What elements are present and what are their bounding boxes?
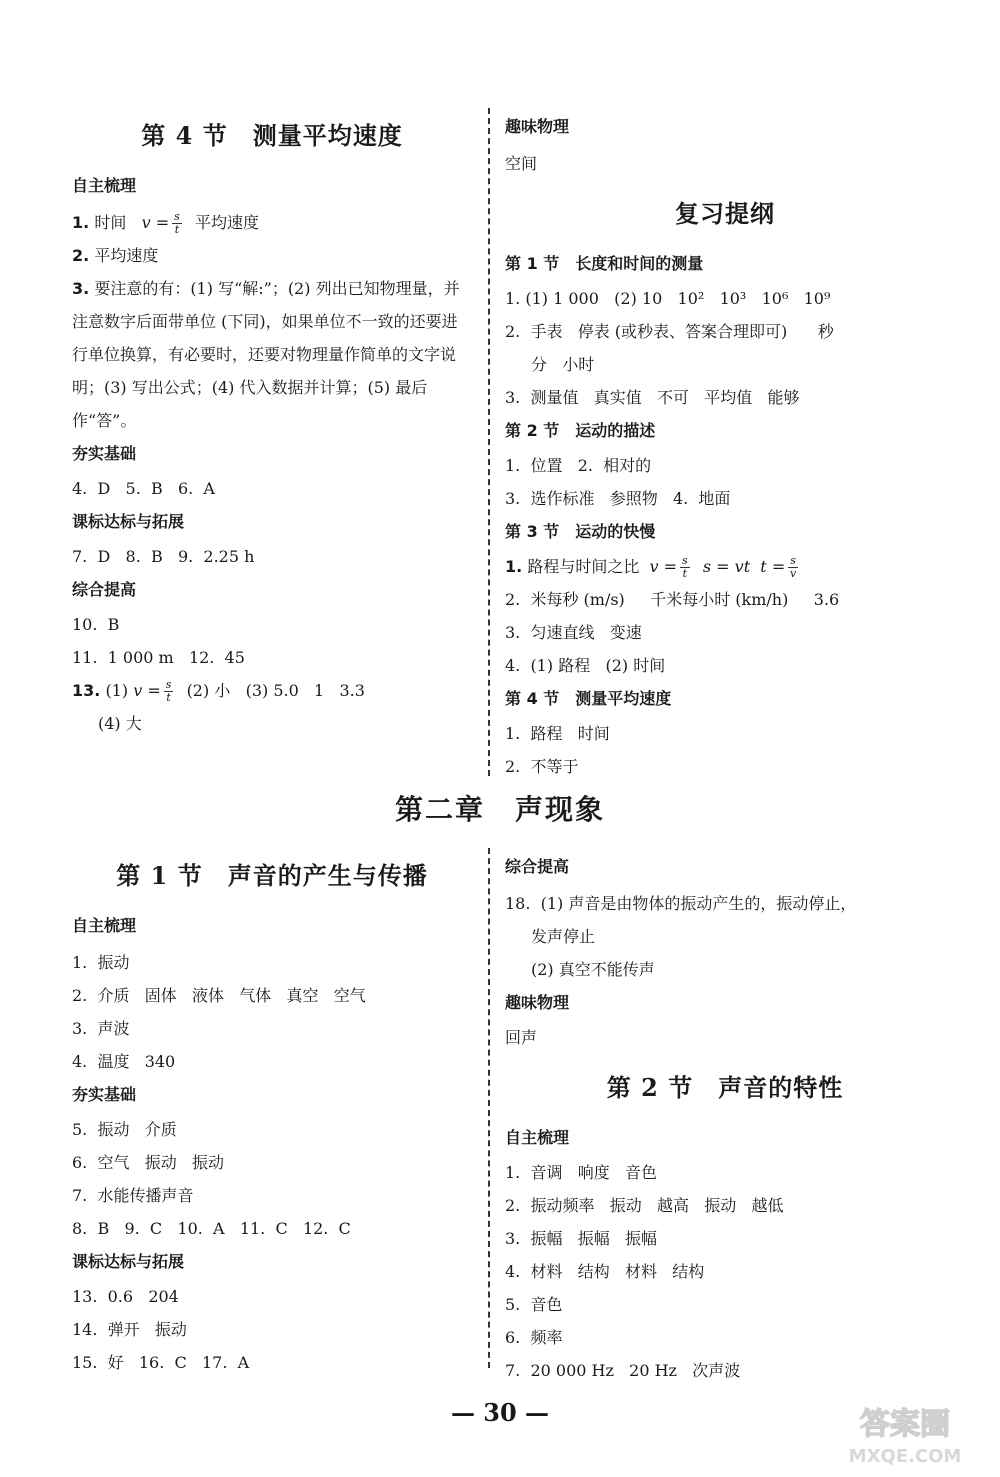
answer-row: 3. 选作标准 参照物 4. 地面 [505, 489, 731, 508]
answer-row: 6. 空气 振动 振动 [72, 1153, 224, 1172]
watermark-logo [830, 1394, 980, 1469]
heading-self-review: 自主梳理 [72, 916, 137, 935]
answer-row: 7. 20 000 Hz 20 Hz 次声波 [505, 1361, 741, 1380]
answer-row: (2) 真空不能传声 [531, 960, 655, 979]
answer-row: 4. 温度 340 [72, 1052, 176, 1071]
heading-comprehensive: 综合提高 [505, 857, 570, 876]
outline-title: 复习提纲 [675, 199, 775, 228]
answer-row: 7. 水能传播声音 [72, 1186, 194, 1205]
outline-section-2: 第 2 节 运动的描述 [505, 421, 656, 440]
answer-row: 3. 匀速直线 变速 [505, 623, 642, 642]
answer-13: 13. (1) v = $\frac{s}{t}$ (2) 小 (3) 5.0 1 3.3 [72, 678, 365, 704]
answer-row: 2. 介质 固体 液体 气体 真空 空气 [72, 986, 366, 1005]
fraction: $\frac{s}{t}$ [165, 678, 172, 704]
answer-row: 13. 0.6 204 [72, 1287, 179, 1306]
answer-13-cont: (4) 大 [98, 714, 142, 733]
heading-standards: 课标达标与拓展 [72, 512, 185, 531]
answer-row: 10. B [72, 615, 120, 634]
heading-fun-physics: 趣味物理 [505, 117, 570, 136]
answer-row: 2. 米每秒 (m/s) 千米每小时 (km/h) 3.6 [505, 590, 840, 609]
page-number: — 30 — [450, 1398, 550, 1427]
section-title: 第 1 节 声音的产生与传播 [116, 861, 428, 890]
heading-fun-physics: 趣味物理 [505, 993, 570, 1012]
answer-row: 发声停止 [531, 927, 596, 946]
watermark-text: 答案圈 [860, 1407, 950, 1442]
watermark-url: MXQE.COM [848, 1446, 962, 1467]
answer-3: 3. 要注意的有：(1) 写“解:”；(2) 列出已知物理量，并注意数字后面带单位 (下同)，如果单位不一致的还要进行单位换算，有必要时，还要对物理量作简单的文字说明；(3) 写出公式；(4) 代入数据并计算；(5) 最后作“答”。 [72, 279, 460, 430]
answer-row: 3. 振幅 振幅 振幅 [505, 1229, 657, 1248]
outline-section-3: 第 3 节 运动的快慢 [505, 522, 656, 541]
answer-row: 3. 测量值 真实值 不可 平均值 能够 [505, 388, 800, 407]
column-divider [488, 108, 490, 776]
outline-section-1: 第 1 节 长度和时间的测量 [505, 254, 704, 273]
answer-row: 11. 1 000 m 12. 45 [72, 648, 245, 667]
answer-row: 1. 振动 [72, 953, 130, 972]
heading-comprehensive: 综合提高 [72, 580, 137, 599]
heading-self-review: 自主梳理 [72, 176, 137, 195]
answer-row: 7. D 8. B 9. 2.25 h [72, 547, 255, 566]
review-outline [505, 108, 945, 783]
section-sound-production [72, 848, 472, 1379]
answer-row: 1. 位置 2. 相对的 [505, 456, 652, 475]
outline-section-4: 第 4 节 测量平均速度 [505, 689, 672, 708]
answer-row: 分 小时 [531, 355, 595, 374]
answer-row: 15. 好 16. C 17. A [72, 1353, 250, 1372]
answer-row: 2. 振动频率 振动 越高 振动 越低 [505, 1196, 784, 1215]
answer-row: 2. 不等于 [505, 757, 579, 776]
heading-basics: 夯实基础 [72, 444, 137, 463]
fraction: $\frac{s}{t}$ [174, 210, 180, 236]
chapter-title: 第二章 声现象 [394, 793, 605, 826]
answer-row: 1. (1) 1 000 (2) 10 10² 10³ 10⁶ 10⁹ [505, 289, 831, 308]
answer-row: 14. 弹开 振动 [72, 1320, 187, 1339]
answer-row: 8. B 9. C 10. A 11. C 12. C [72, 1219, 351, 1238]
fraction: $\frac{s}{v}$ [789, 554, 797, 580]
heading-basics: 夯实基础 [72, 1085, 137, 1104]
heading-standards: 课标达标与拓展 [72, 1252, 185, 1271]
answer-row-formulas: 1. 路程与时间之比 v = $\frac{s}{t}$ s = vt t = $\frac{s}{v}$ [505, 554, 797, 580]
answer-row: 5. 振动 介质 [72, 1120, 177, 1139]
answer-row: 1. 路程 时间 [505, 724, 610, 743]
answer-row: 5. 音色 [505, 1295, 563, 1314]
heading-self-review: 自主梳理 [505, 1128, 570, 1147]
fraction: $\frac{s}{t}$ [682, 554, 688, 580]
column-divider [488, 848, 490, 1368]
answer-row: 2. 手表 停表 (或秒表、答案合理即可) 秒 [505, 322, 834, 341]
answer-row: 1. 音调 响度 音色 [505, 1163, 657, 1182]
answer-row: 6. 频率 [505, 1328, 563, 1347]
answer-2: 2. 平均速度 [72, 246, 159, 265]
section-title: 第 2 节 声音的特性 [606, 1073, 844, 1102]
section-title: 第 4 节 测量平均速度 [141, 121, 403, 150]
answer-row: 4. (1) 路程 (2) 时间 [505, 656, 666, 675]
fun-answer: 空间 [505, 154, 538, 173]
answer-row: 18. (1) 声音是由物体的振动产生的，振动停止， [505, 894, 857, 913]
fun-answer: 回声 [505, 1028, 538, 1047]
answer-row: 4. D 5. B 6. A [72, 479, 215, 498]
section-sound-characteristics [505, 848, 945, 1387]
answer-row: 3. 声波 [72, 1019, 130, 1038]
section-measure-avg-speed [72, 108, 472, 740]
answer-row: 4. 材料 结构 材料 结构 [505, 1262, 705, 1281]
answer-1: 1. 时间 v = $\frac{s}{t}$ 平均速度 [72, 210, 259, 236]
